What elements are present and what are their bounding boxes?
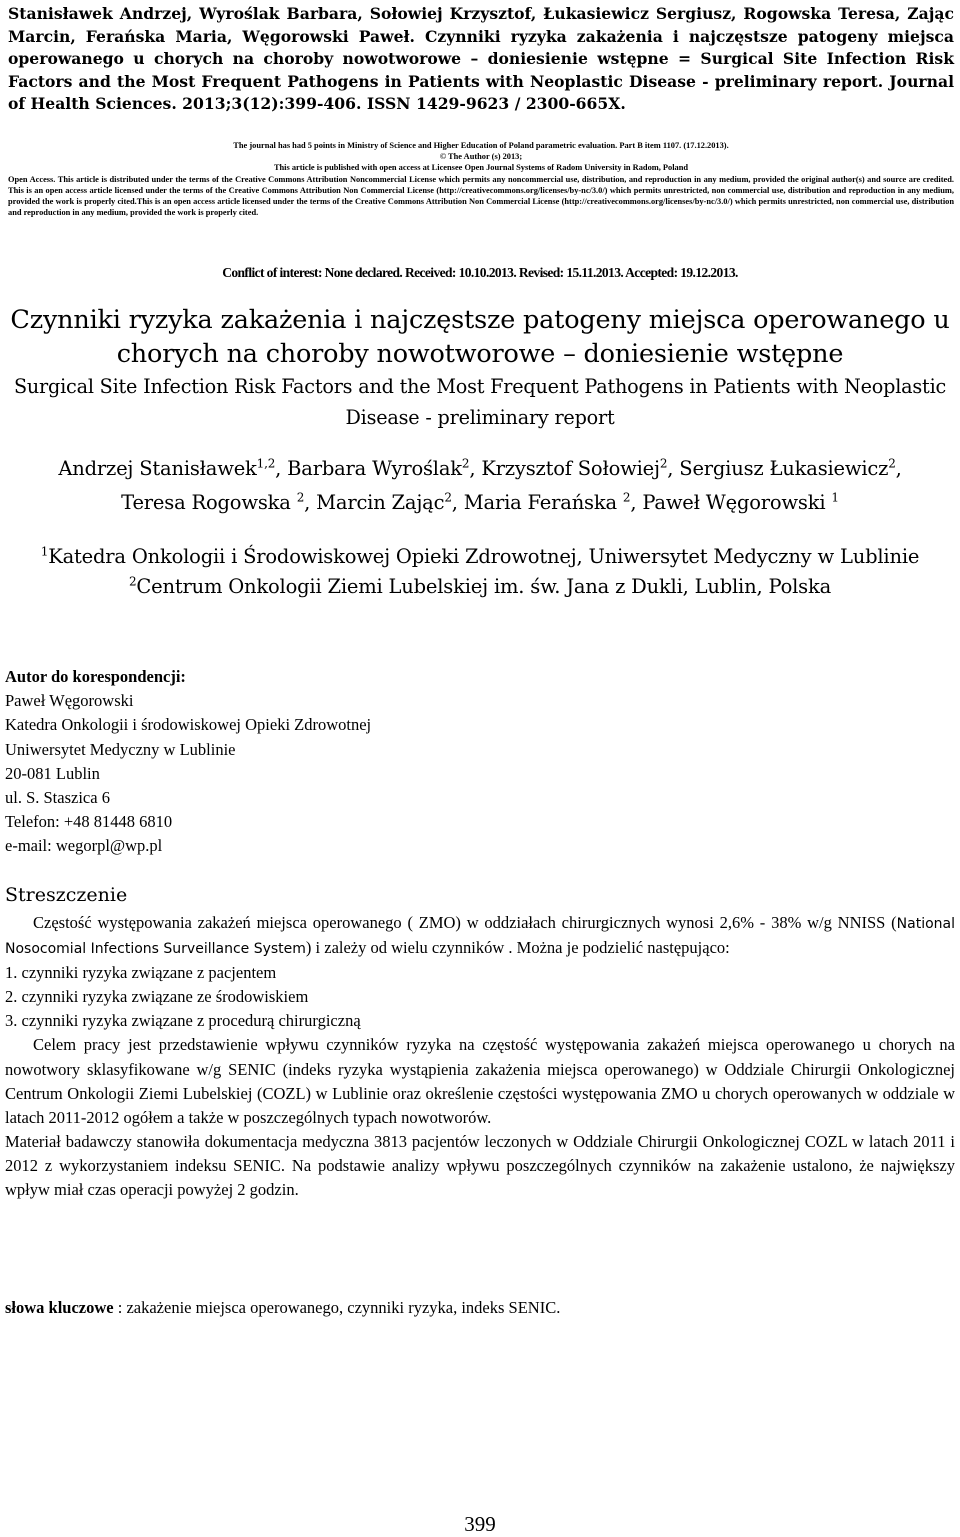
correspondence-email: e-mail: wegorpl@wp.pl [5, 836, 163, 856]
conflict-dates-line: Conflict of interest: None declared. Received: 10.10.2013. Revised: 15.11.2013. Accepted: 19.12.2013. [222, 265, 738, 280]
keywords-text: : zakażenie miejsca operowanego, czynniki ryzyka, indeks SENIC. [113, 1298, 561, 1317]
abstract-list-item: 3. czynniki ryzyka związane z procedurą chirurgiczną [5, 1011, 361, 1031]
author: Marcin Zając$^2$, [316, 490, 464, 514]
abstract-paragraph-3: Materiał badawczy stanowiła dokumentacja medyczna 3813 pacjentów leczonych w Oddziale Chirurgii Onkologicznej COZL w latach 2011 i 2012 z wykorzystaniem indeksu SENIC. Na podstawie analizy wpływu poszczególnych czynników na zakażenie ustalono, że największy wpływ miał czas operacji powyżej 2 godzin. [5, 1131, 955, 1200]
keywords-line [5, 1296, 955, 1320]
abstract-paragraph-2: Celem pracy jest przedstawienie wpływu czynników ryzyka na częstość występowania zakażeń miejsca operowanego u chorych na nowotwory sklasyfikowane w/g SENIC (indeks ryzyka wystąpienia zakażenia miejsca operowanego) w Oddziale Chirurgii Onkologicznej Centrum Onkologii Ziemi Lubelskiej (COZL) w Lublinie oraz określenie częstości występowania ZMO u chorych operowanych w oddziale w latach 2011-2012 ogółem a także w poszczególnych typach nowotworów. [5, 1035, 955, 1127]
correspondence-phone: Telefon: +48 81448 6810 [5, 812, 173, 832]
correspondence-street: ul. S. Staszica 6 [5, 788, 110, 808]
author: Paweł Węgorowski $^1$ [642, 490, 839, 514]
correspondence-department: Katedra Onkologii i środowiskowej Opieki Zdrowotnej [5, 715, 372, 735]
author: Teresa Rogowska $^2$, [121, 490, 317, 514]
correspondence-heading: Autor do korespondencji: [5, 667, 186, 686]
correspondence-university: Uniwersytet Medyczny w Lublinie [5, 739, 236, 759]
abstract-heading: Streszczenie [5, 884, 128, 906]
affiliation-2: $^2$Centrum Onkologii Ziemi Lubelskiej im. św. Jana z Dukli, Lublin, Polska [128, 574, 832, 598]
abstract-paragraph-1: Częstość występowania zakażeń miejsca operowanego ( ZMO) w oddziałach chirurgicznych wynosi 2,6% - 38% w/g NNISS (National Nosocomial Infections Surveillance System) i zależy od wielu czynników . Można je podzielić następująco: [5, 913, 955, 958]
correspondence-postcode: 20-081 Lublin [5, 763, 100, 783]
correspondence-name: Paweł Węgorowski [5, 691, 134, 711]
title-english: Surgical Site Infection Risk Factors and the Most Frequent Pathogens in Patients with Neoplastic Disease - preliminary report [13, 375, 947, 429]
copyright-line: © The Author (s) 2013; [439, 152, 523, 162]
abstract-list-item: 2. czynniki ryzyka związane ze środowiskiem [5, 987, 309, 1007]
license-text: Open Access. This article is distributed under the terms of the Creative Commons Attribution Noncommercial License which permits any noncommercial use, distribution, and reproduction in any medium, provided the original author(s) and source are credited. This is an open access article licensed under the terms of the Creative Commons Attribution Non Commercial License (http://creativecommons.org/licenses/by-nc/3.0/) which permits unrestricted, non commercial use, distribution and reproduction in any medium, provided the work is properly cited.This is an open access article licensed under the terms of the Creative Commons Attribution Non Commercial License (http://creativecommons.org/licenses/by-nc/3.0/) which permits unrestricted, non commercial use, distribution and reproduction in any medium, provided the work is properly cited. [8, 174, 954, 218]
affiliations [0, 542, 960, 602]
correspondence-block [5, 665, 905, 859]
abstract-list-item: 1. czynniki ryzyka związane z pacjentem [5, 963, 277, 983]
affiliation-1: $^1$Katedra Onkologii i Środowiskowej Opieki Zdrowotnej, Uniwersytet Medyczny w Lublinie [40, 544, 920, 568]
author: Sergiusz Łukasiewicz$^2$, [679, 456, 902, 480]
journal-note: The journal has had 5 points in Ministry of Science and Higher Education of Poland parametric evaluation. Part B item 1107. (17.12.2013). [233, 141, 729, 150]
author: Barbara Wyroślak$^2$, [287, 456, 482, 480]
title-polish: Czynniki ryzyka zakażenia i najczęstsze patogeny miejsca operowanego u chorych na choroby nowotworowe – doniesienie wstępne [10, 305, 950, 369]
keywords-label: słowa kluczowe [5, 1298, 114, 1317]
license-block [8, 140, 954, 218]
page-number: 399 [464, 1512, 496, 1536]
author-list [0, 452, 960, 520]
author: Maria Ferańska $^2$, [463, 490, 643, 514]
license-intro: This article is published with open access at Licensee Open Journal Systems of Radom University in Radom, Poland [273, 163, 689, 173]
citation-block: Stanisławek Andrzej, Wyroślak Barbara, Sołowiej Krzysztof, Łukasiewicz Sergiusz, Rogowska Teresa, Zając Marcin, Ferańska Maria, Węgorowski Paweł. Czynniki ryzyka zakażenia i najczęstsze patogeny miejsca operowanego u chorych na choroby nowotworowe – doniesienie wstępne = Surgical Site Infection Risk Factors and the Most Frequent Pathogens in Patients with Neoplastic Disease - preliminary report. Journal of Health Sciences. 2013;3(12):399-406. ISSN 1429-9623 / 2300-665X. [8, 4, 954, 113]
author: Krzysztof Sołowiej$^2$, [481, 456, 680, 480]
abstract-body [5, 911, 955, 1202]
author: Andrzej Stanisławek$^{1,2}$, [58, 456, 288, 480]
